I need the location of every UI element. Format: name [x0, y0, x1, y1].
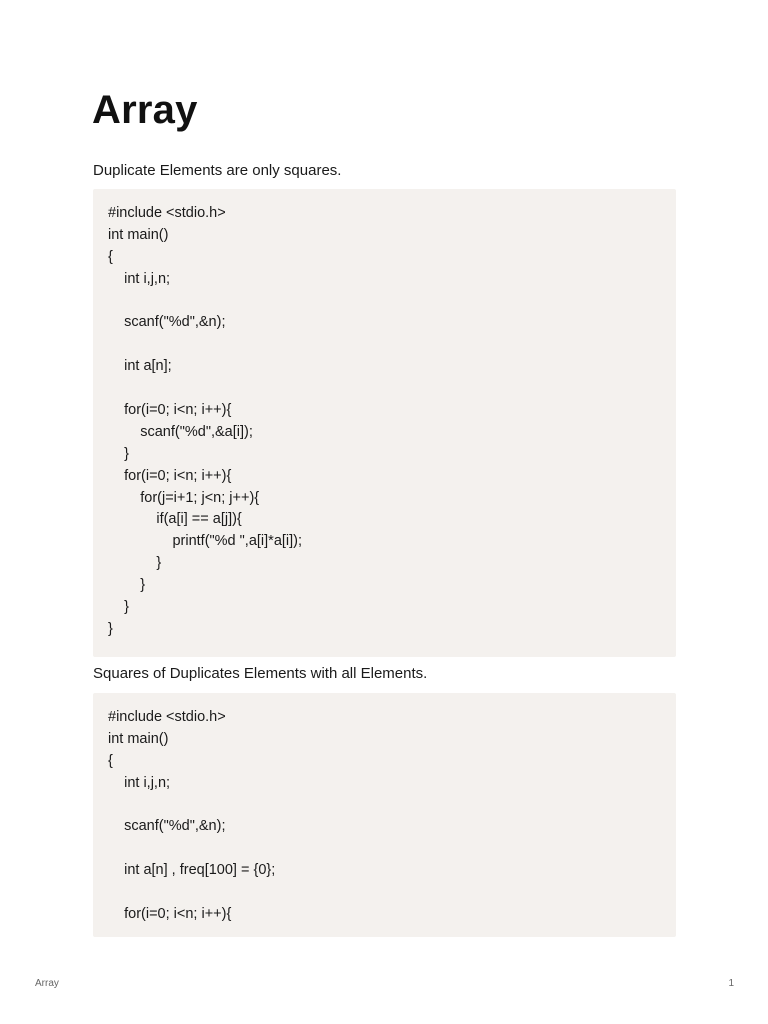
- code-line: {: [108, 752, 113, 769]
- code-line: [108, 378, 676, 400]
- code-line: int main(): [108, 730, 169, 747]
- code-line: {: [108, 248, 113, 265]
- code-line: [108, 291, 676, 313]
- code-line: [108, 334, 676, 356]
- footer-document-title: Array: [35, 978, 59, 989]
- section-2-description: Squares of Duplicates Elements with all Elements.: [93, 665, 428, 682]
- code-line: for(i=0; i<n; i++){: [108, 402, 232, 419]
- code-line: for(i=0; i<n; i++){: [108, 467, 232, 484]
- code-line: #include <stdio.h>: [108, 205, 226, 221]
- code-line: [108, 838, 676, 860]
- code-line: [108, 795, 676, 817]
- code-line: for(j=i+1; j<n; j++){: [108, 489, 260, 506]
- code-line: int i,j,n;: [108, 270, 171, 287]
- code-line: }: [108, 555, 162, 572]
- code-line: scanf("%d",&n);: [108, 314, 226, 331]
- code-line: #include <stdio.h>: [108, 709, 226, 725]
- code-line: [108, 882, 676, 904]
- page-title: Array: [92, 88, 198, 132]
- code-line: }: [108, 445, 129, 462]
- code-line: printf("%d ",a[i]*a[i]);: [108, 533, 303, 550]
- code-line: int a[n];: [108, 358, 172, 375]
- code-line: }: [108, 577, 146, 594]
- code-line: int i,j,n;: [108, 774, 171, 791]
- code-line: scanf("%d",&n);: [108, 818, 226, 835]
- code-line: }: [108, 599, 129, 616]
- code-block-2: [93, 693, 676, 937]
- code-line: for(i=0; i<n; i++){: [108, 906, 232, 923]
- code-line: int a[n] , freq[100] = {0};: [108, 862, 276, 879]
- code-block-1: [93, 189, 676, 657]
- code-line: if(a[i] == a[j]){: [108, 511, 242, 528]
- section-1-description: Duplicate Elements are only squares.: [93, 162, 342, 179]
- code-line: scanf("%d",&a[i]);: [108, 423, 253, 440]
- page-number: 1: [728, 978, 734, 989]
- code-line: int main(): [108, 226, 169, 243]
- code-line: }: [108, 620, 113, 637]
